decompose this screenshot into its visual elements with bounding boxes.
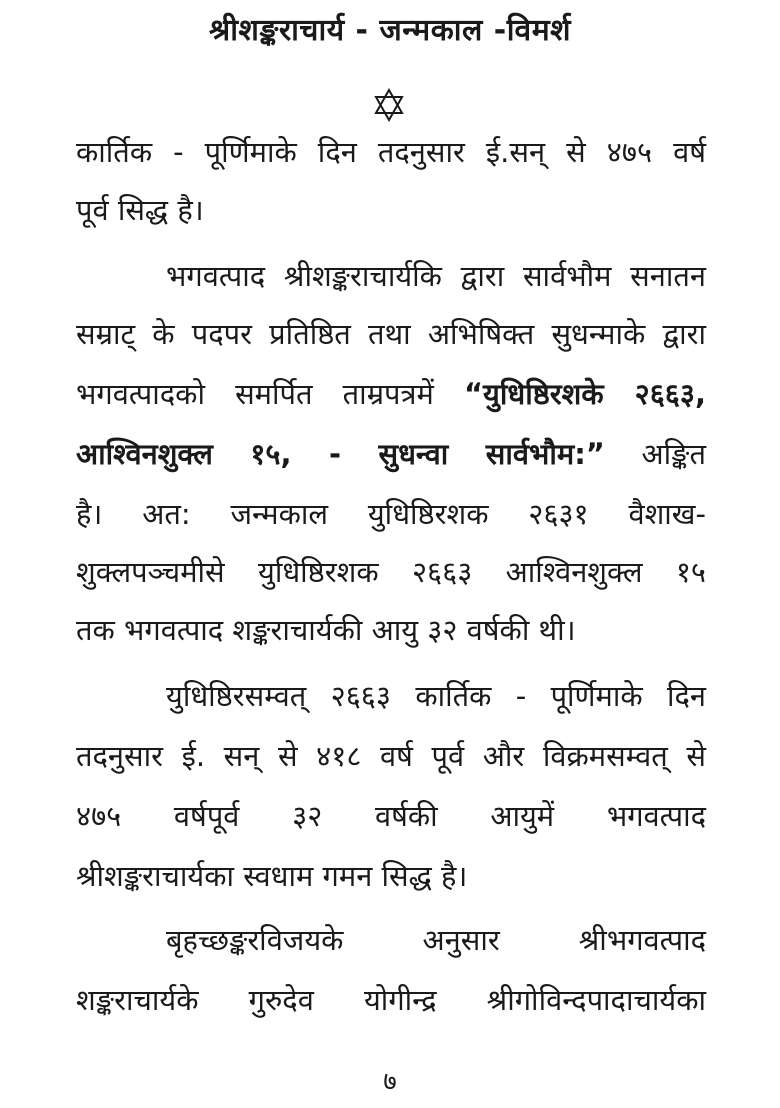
text-line-mixed bbox=[76, 377, 706, 420]
text-run: भगवत्पादको समर्पित ताम्रपत्रमें bbox=[76, 377, 464, 411]
text-line: पूर्व सिद्ध है। bbox=[76, 193, 204, 227]
page-number: ७ bbox=[383, 1067, 397, 1097]
inscription-quote-start: “युधिष्ठिरशके २६६३, bbox=[463, 377, 706, 411]
text-line: सम्राट् के पदपर प्रतिष्ठित तथा अभिषिक्त सुधन्माके द्वारा bbox=[76, 317, 706, 351]
text-line: तदनुसार ई. सन् से ४१८ वर्ष पूर्व और विक्रमसम्वत् से bbox=[76, 739, 706, 773]
text-line: शुक्लपञ्चमीसे युधिष्ठिरशक २६६३ आश्विनशुक्ल १५ bbox=[76, 555, 706, 589]
text-line: भगवत्पाद श्रीशङ्कराचार्यकि द्वारा सार्वभौम सनातन bbox=[166, 259, 706, 293]
text-line: बृहच्छङ्करविजयके अनुसार श्रीभगवत्पाद bbox=[166, 923, 706, 957]
inscription-quote-end: आश्विनशुक्ल १५, - सुधन्वा सार्वभौम:” bbox=[76, 437, 605, 471]
page-title: श्रीशङ्कराचार्य - जन्मकाल -विमर्श bbox=[208, 13, 572, 48]
text-line-mixed bbox=[76, 437, 707, 480]
text-line: श्रीशङ्कराचार्यका स्वधाम गमन सिद्ध है। bbox=[76, 859, 468, 893]
star-of-david-icon bbox=[372, 88, 406, 122]
text-line: शङ्कराचार्यके गुरुदेव योगीन्द्र श्रीगोविन्दपादाचार्यका bbox=[76, 983, 706, 1017]
text-run: अङ्कित bbox=[604, 437, 707, 471]
text-line: ४७५ वर्षपूर्व ३२ वर्षकी आयुमें भगवत्पाद bbox=[76, 799, 706, 833]
text-line: तक भगवत्पाद शङ्कराचार्यकी आयु ३२ वर्षकी थी। bbox=[76, 613, 576, 647]
text-line: कार्तिक - पूर्णिमाके दिन तदनुसार ई.सन् से ४७५ वर्ष bbox=[76, 135, 706, 169]
text-line: है। अत: जन्मकाल युधिष्ठिरशक २६३१ वैशाख- bbox=[76, 497, 706, 531]
text-line: युधिष्ठिरसम्वत् २६६३ कार्तिक - पूर्णिमाके दिन bbox=[166, 679, 706, 713]
